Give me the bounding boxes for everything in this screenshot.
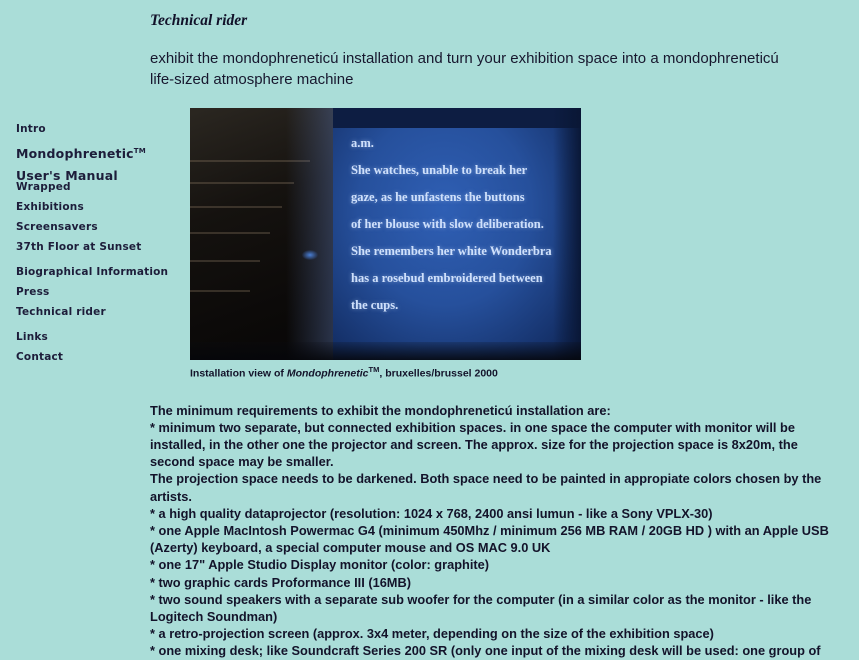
projected-text-line: gaze, as he unfastens the buttons xyxy=(351,190,525,204)
sidebar-item-37th-floor-at-sunset[interactable]: 37th Floor at Sunset xyxy=(16,241,142,253)
main-content xyxy=(150,0,859,660)
projected-text-line: of her blouse with slow deliberation. xyxy=(351,217,544,231)
projected-text-line: a.m. xyxy=(351,136,374,150)
sidebar-navigation xyxy=(0,0,169,626)
photo-stair-edge xyxy=(190,232,270,234)
photo-right-vignette xyxy=(553,108,581,360)
sidebar-item-technical-rider[interactable]: Technical rider xyxy=(16,306,106,318)
projected-text-line: has a rosebud embroidered between xyxy=(351,271,543,285)
photo-stair-edge xyxy=(190,182,294,184)
photo-stair-edge xyxy=(190,290,250,292)
photo-floor-shadow xyxy=(190,342,581,360)
page-lede: exhibit the mondophreneticú installation and turn your exhibition space into a mondophreneticú life-sized atmosphere machine xyxy=(150,50,779,88)
page-title: Technical rider xyxy=(150,12,248,29)
trademark-superscript: TM xyxy=(368,365,380,374)
photo-projected-slide xyxy=(333,108,581,360)
sidebar-item-links[interactable]: Links xyxy=(16,331,48,343)
sidebar-item-mondophrenetic[interactable] xyxy=(16,140,146,165)
sidebar-item-biographical-information[interactable]: Biographical Information xyxy=(16,266,169,278)
sidebar-item-screensavers[interactable]: Screensavers xyxy=(16,221,98,233)
requirement-item: * a high quality dataprojector (resolution: 1024 x 768, 2400 ansi lumun - like a Sony VPLX-30) xyxy=(150,505,713,521)
sidebar-item-contact[interactable]: Contact xyxy=(16,351,64,363)
installation-figure xyxy=(190,108,819,380)
projected-text-line: She remembers her white Wonderbra xyxy=(351,244,552,258)
sidebar-item-intro[interactable]: Intro xyxy=(16,123,46,135)
sidebar-group-footer xyxy=(16,327,63,367)
requirement-item: * two graphic cards Proformance III (16MB) xyxy=(150,574,411,590)
requirement-item: * one mixing desk; like Soundcraft Series 200 SR (only one input of the mixing desk will be used: one group of xyxy=(150,643,821,659)
trademark-superscript: TM xyxy=(133,147,146,155)
caption-suffix: , bruxelles/brussel 2000 xyxy=(379,367,498,380)
requirements-section xyxy=(150,402,840,660)
projected-text-line: the cups. xyxy=(351,298,399,312)
requirement-note: The projection space needs to be darkened. Both space need to be painted in appropiate colors chosen by the artists. xyxy=(150,471,822,504)
requirement-item: * a retro-projection screen (approx. 3x4 meter, depending on the size of the exhibition space) xyxy=(150,626,714,642)
photo-stair-edge xyxy=(190,206,282,208)
caption-prefix: Installation view of xyxy=(190,367,287,380)
requirements-heading: The minimum requirements to exhibit the mondophreneticú installation are: xyxy=(150,402,611,418)
photo-slide-top-band xyxy=(333,108,581,128)
figure-caption xyxy=(190,365,819,380)
requirement-item: * one 17" Apple Studio Display monitor (color: graphite) xyxy=(150,557,490,573)
installation-photo xyxy=(190,108,581,360)
projected-text-line: She watches, unable to break her xyxy=(351,163,528,177)
sidebar-item-label: Mondophrenetic xyxy=(16,146,134,162)
sidebar-group-info xyxy=(16,262,168,322)
photo-stair-edge xyxy=(190,260,260,262)
sidebar-item-users-manual[interactable]: User's Manual xyxy=(16,168,118,184)
caption-work-title: Mondophrenetic xyxy=(286,367,369,380)
photo-blue-light-reflection xyxy=(302,250,318,260)
sidebar-item-wrapped[interactable]: Wrapped xyxy=(16,181,71,193)
requirement-item: * two sound speakers with a separate sub woofer for the computer (in a similar color as the monitor - like the Logitech Soundman) xyxy=(150,591,812,624)
requirement-item: * minimum two separate, but connected exhibition spaces. in one space the computer with monitor will be installed, in the other one the projector and screen. The approx. size for the projection space is 8x20m, the second space may be smaller. xyxy=(150,419,798,470)
sidebar-item-exhibitions[interactable]: Exhibitions xyxy=(16,201,84,213)
photo-wall-glow xyxy=(286,108,338,360)
requirement-item: * one Apple MacIntosh Powermac G4 (minimum 450Mhz / minimum 256 MB RAM / 20GB HD ) with an Apple USB (Azerty) keyboard, a special computer mouse and OS MAC 9.0 UK xyxy=(150,522,829,556)
sidebar-item-press[interactable]: Press xyxy=(16,286,50,298)
sidebar-group-works xyxy=(16,177,141,257)
